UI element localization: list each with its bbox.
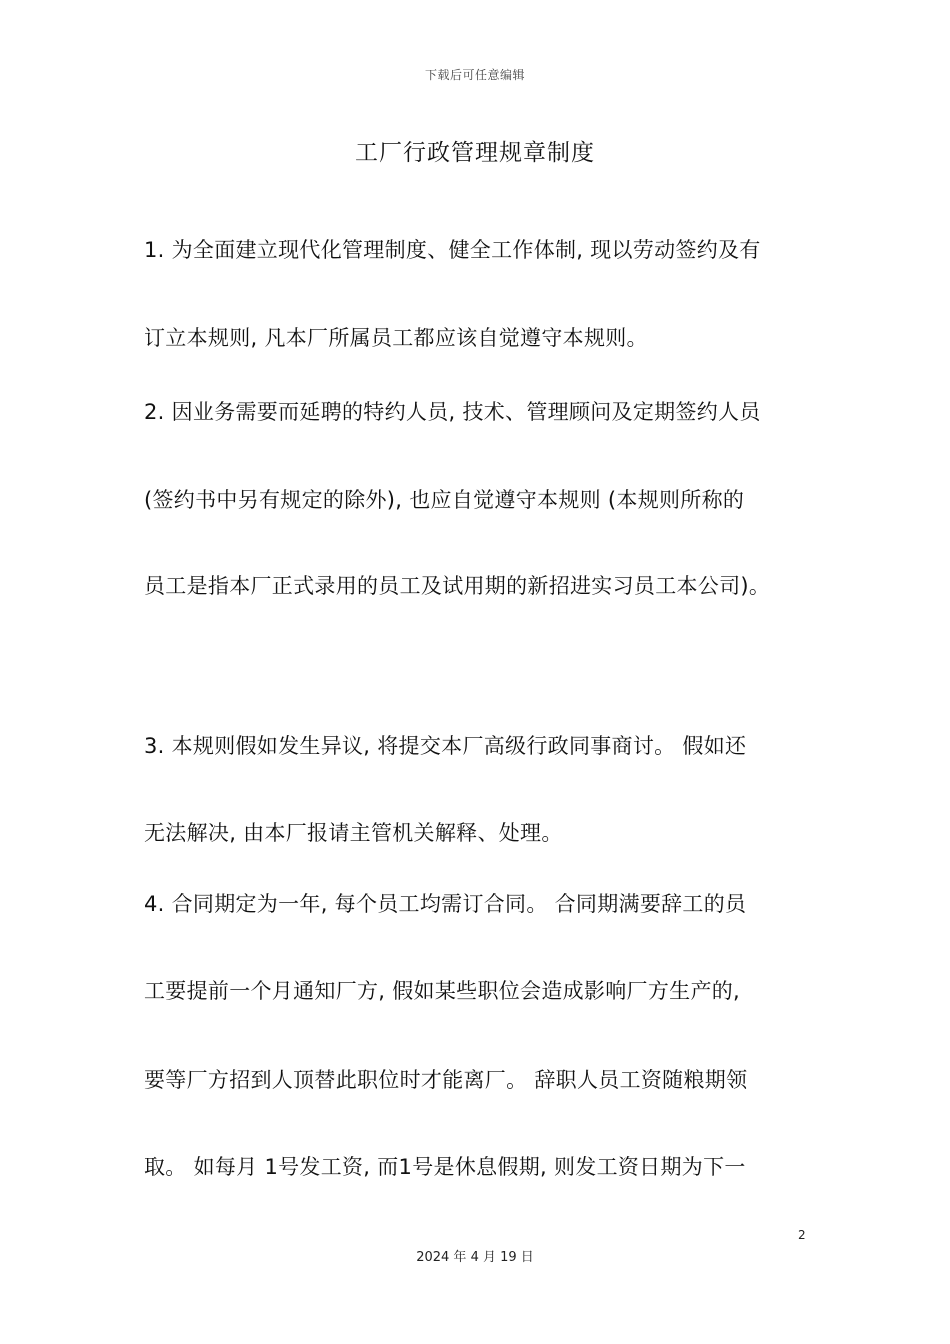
paragraph-line: 1. 为全面建立现代化管理制度、健全工作体制, 现以劳动签约及有: [144, 238, 761, 262]
paragraph-line: 无法解决, 由本厂报请主管机关解释、处理。: [144, 821, 563, 845]
paragraph-line: 员工是指本厂正式录用的员工及试用期的新招进实习员工本公司)。: [144, 574, 771, 598]
paragraph-line: (签约书中另有规定的除外), 也应自觉遵守本规则 (本规则所称的: [144, 488, 745, 512]
paragraph-line: 4. 合同期定为一年, 每个员工均需订合同。 合同期满要辞工的员: [144, 892, 747, 916]
paragraph-line: 取。 如每月 1号发工资, 而1号是休息假期, 则发工资日期为下一: [144, 1155, 746, 1179]
page-number: 2: [798, 1228, 806, 1242]
paragraph-line: 订立本规则, 凡本厂所属员工都应该自觉遵守本规则。: [144, 326, 648, 350]
header-note: 下载后可任意编辑: [424, 68, 525, 82]
footer-date: 2024 年 4 月 19 日: [416, 1250, 534, 1265]
paragraph-line: 要等厂方招到人顶替此职位时才能离厂。 辞职人员工资随粮期领: [144, 1068, 748, 1092]
paragraph-line: 工要提前一个月通知厂方, 假如某些职位会造成影响厂方生产的,: [144, 979, 741, 1003]
paragraph-line: 3. 本规则假如发生异议, 将提交本厂高级行政同事商讨。 假如还: [144, 734, 747, 758]
document-title: 工厂行政管理规章制度: [355, 140, 595, 166]
paragraph-line: 2. 因业务需要而延聘的特约人员, 技术、管理顾问及定期签约人员: [144, 400, 761, 424]
